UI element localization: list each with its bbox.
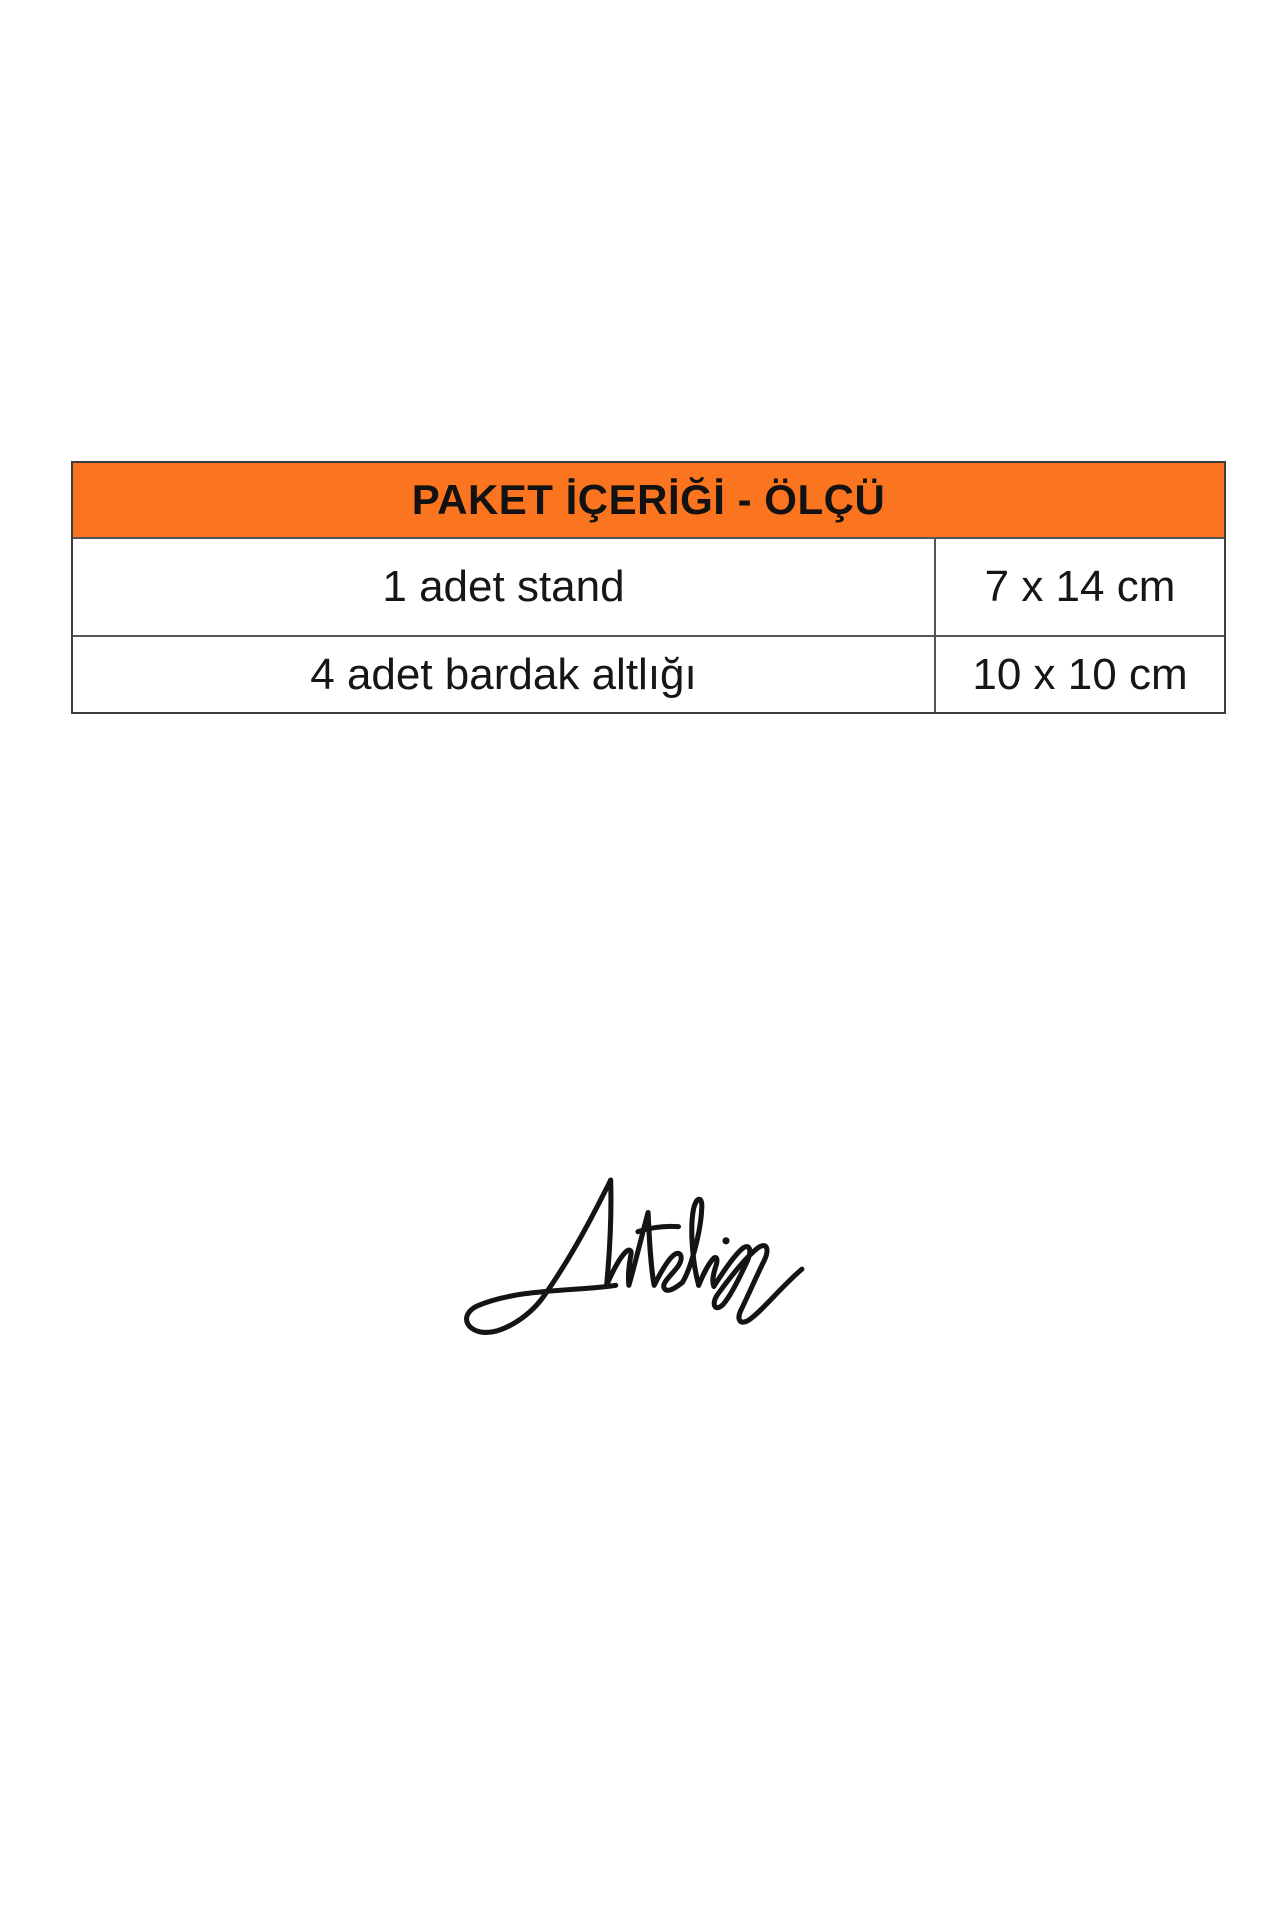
table-row [73,635,1224,712]
brand-signature [455,1172,825,1342]
table-header: PAKET İÇERİĞİ - ÖLÇÜ [73,463,1224,537]
size-cell: 7 x 14 cm [934,539,1224,635]
arteliss-signature-icon [455,1172,825,1342]
size-cell: 10 x 10 cm [934,637,1224,712]
table-row [73,537,1224,635]
item-cell: 4 adet bardak altlığı [310,649,697,699]
package-contents-table [71,461,1226,714]
item-cell: 1 adet stand [382,562,625,611]
